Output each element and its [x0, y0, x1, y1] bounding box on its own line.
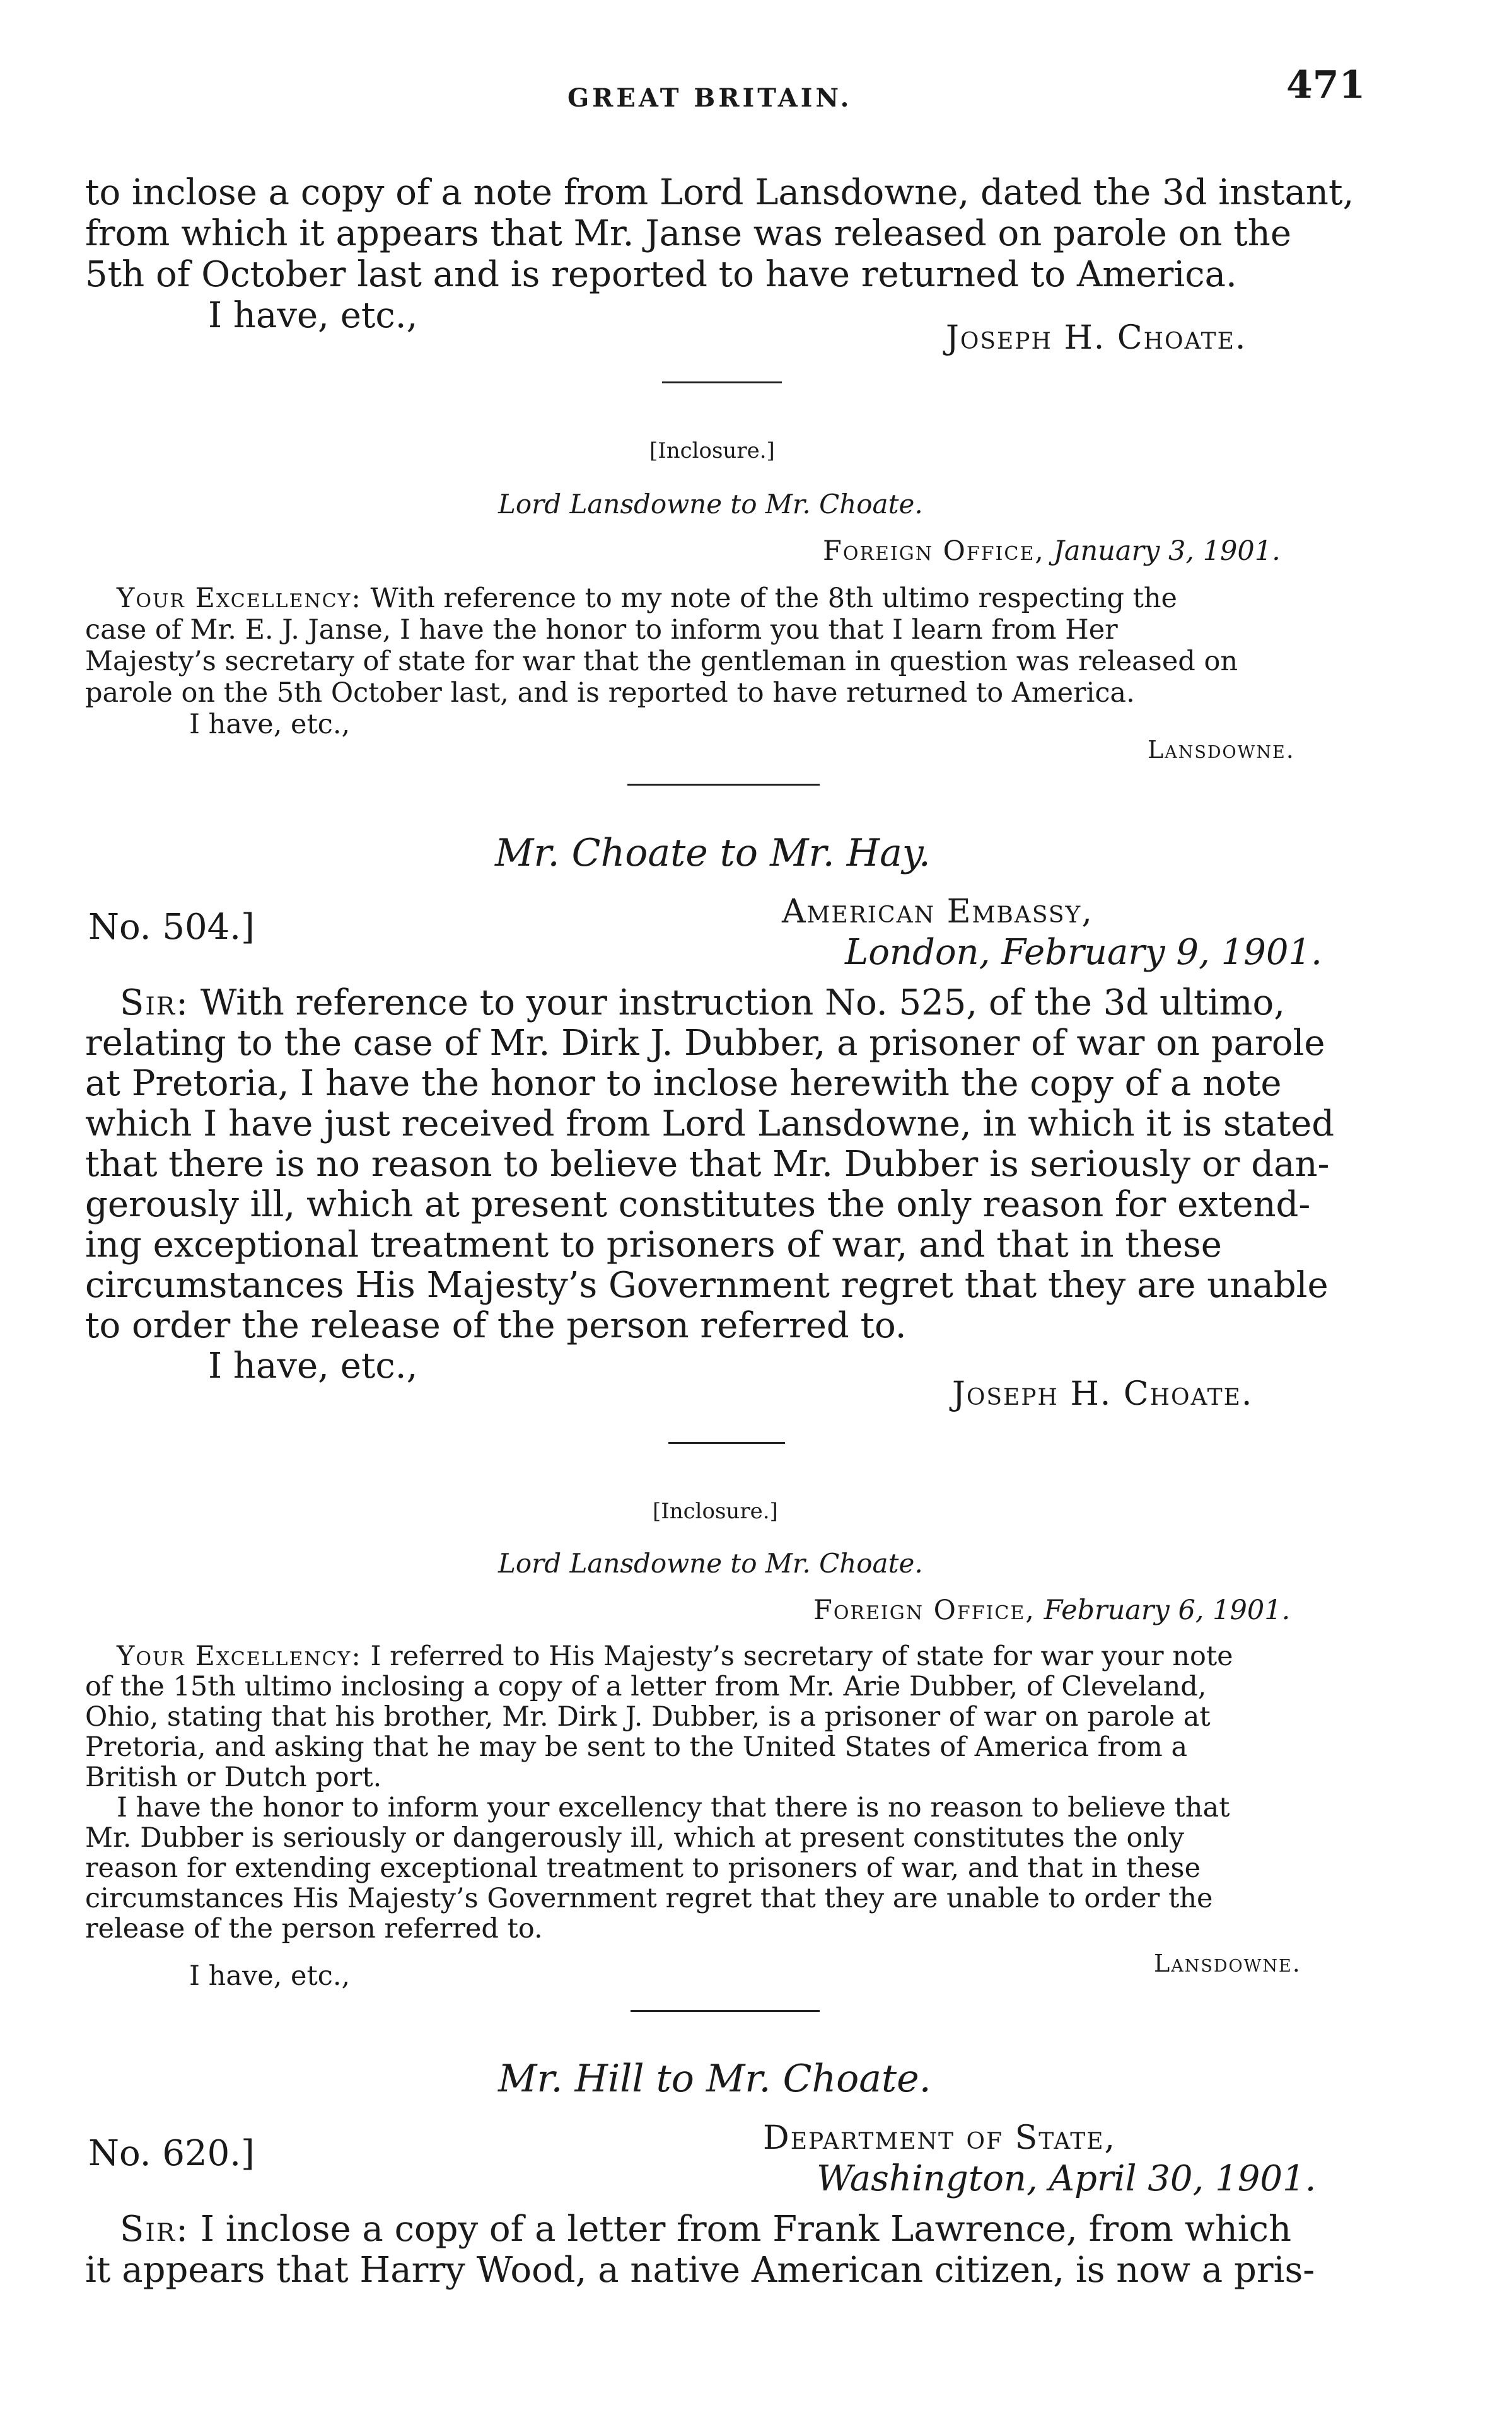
origin: American Embassy,	[782, 893, 1093, 931]
dispatch-number: No. 504.]	[88, 907, 255, 948]
text-line: Majesty’s secretary of state for war that the gentleman in question was released on	[85, 646, 1238, 677]
place-date: London, February 9, 1901.	[845, 932, 1322, 973]
text-line: Your Excellency: I referred to His Majesty’s secretary of state for war your note	[117, 1641, 1233, 1672]
separator-rule	[662, 381, 782, 383]
dateline	[823, 536, 1281, 566]
office-name: Foreign Office,	[823, 535, 1045, 567]
office-name: Foreign Office,	[813, 1595, 1035, 1626]
text-line: Ohio, stating that his brother, Mr. Dirk J. Dubber, is a prisoner of war on parole at	[85, 1701, 1211, 1733]
signature: Lansdowne.	[1154, 1950, 1301, 1977]
salutation: Sir:	[120, 2209, 190, 2250]
dateline	[813, 1595, 1290, 1625]
letter-heading: Mr. Hill to Mr. Choate.	[498, 2057, 931, 2101]
text-line: it appears that Harry Wood, a native American citizen, is now a pris-	[85, 2250, 1315, 2291]
text-line: Your Excellency: With reference to my note of the 8th ultimo respecting the	[117, 583, 1177, 614]
text-line: Mr. Dubber is seriously or dangerously ill, which at present constitutes the only	[85, 1822, 1185, 1854]
text-line: British or Dutch port.	[85, 1762, 382, 1793]
page-number: 471	[1286, 63, 1366, 107]
inclosure-label: [Inclosure.]	[653, 1499, 778, 1524]
text-line: of the 15th ultimo inclosing a copy of a letter from Mr. Arie Dubber, of Cleveland,	[85, 1671, 1207, 1702]
text-line: case of Mr. E. J. Janse, I have the honor to inform you that I learn from Her	[85, 614, 1118, 646]
text-line: gerously ill, which at present constitutes the only reason for extend-	[85, 1184, 1311, 1225]
salutation: Sir:	[120, 982, 190, 1023]
text-line: Pretoria, and asking that he may be sent to the United States of America from a	[85, 1731, 1188, 1763]
letter-date: February 6, 1901.	[1044, 1595, 1291, 1626]
closing-text: I have, etc.,	[208, 1346, 418, 1386]
salutation: Your Excellency:	[117, 1641, 362, 1672]
origin: Department of State,	[763, 2119, 1117, 2157]
signature: Joseph H. Choate.	[952, 1375, 1253, 1413]
text-line: to inclose a copy of a note from Lord Lansdowne, dated the 3d instant,	[85, 172, 1354, 213]
signature: Joseph H. Choate.	[946, 319, 1247, 357]
letter-date: January 3, 1901.	[1053, 535, 1281, 567]
text-line: I have the honor to inform your excellency that there is no reason to believe that	[117, 1792, 1230, 1823]
text-line: reason for extending exceptional treatment to prisoners of war, and that in these	[85, 1852, 1201, 1884]
closing-text: I have, etc.,	[189, 1960, 351, 1992]
text-line: Sir: With reference to your instruction No. 525, of the 3d ultimo,	[120, 982, 1286, 1023]
closing-text: I have, etc.,	[208, 295, 418, 336]
text-line: to order the release of the person referred to.	[85, 1305, 907, 1346]
letter-heading: Mr. Choate to Mr. Hay.	[495, 831, 931, 875]
text-line: at Pretoria, I have the honor to inclose herewith the copy of a note	[85, 1063, 1282, 1104]
place-date: Washington, April 30, 1901.	[817, 2158, 1317, 2199]
text-line: from which it appears that Mr. Janse was released on parole on the	[85, 213, 1291, 254]
text-line: that there is no reason to believe that Mr. Dubber is seriously or dan-	[85, 1144, 1330, 1185]
text-line: Sir: I inclose a copy of a letter from Frank Lawrence, from which	[120, 2209, 1292, 2250]
signature: Lansdowne.	[1148, 736, 1295, 764]
dispatch-number: No. 620.]	[88, 2133, 255, 2174]
text-line: release of the person referred to.	[85, 1913, 543, 1945]
text-line: relating to the case of Mr. Dirk J. Dubber, a prisoner of war on parole	[85, 1023, 1325, 1064]
separator-rule	[668, 1442, 785, 1444]
salutation: Your Excellency:	[117, 583, 362, 614]
text-line: ing exceptional treatment to prisoners of war, and that in these	[85, 1224, 1222, 1265]
inclosure-label: [Inclosure.]	[649, 438, 775, 463]
text-line: parole on the 5th October last, and is reported to have returned to America.	[85, 677, 1135, 709]
letter-heading: Lord Lansdowne to Mr. Choate.	[498, 1548, 923, 1579]
separator-rule	[627, 784, 820, 786]
separator-rule	[631, 2010, 820, 2012]
text-line: which I have just received from Lord Lansdowne, in which it is stated	[85, 1103, 1335, 1144]
letter-heading: Lord Lansdowne to Mr. Choate.	[498, 489, 923, 520]
text-line: 5th of October last and is reported to have returned to America.	[85, 254, 1237, 295]
text-line: circumstances His Majesty’s Government regret that they are unable to order the	[85, 1883, 1213, 1914]
closing-text: I have, etc.,	[189, 709, 351, 740]
text-line: circumstances His Majesty’s Government regret that they are unable	[85, 1265, 1329, 1306]
running-title: GREAT BRITAIN.	[567, 83, 852, 113]
